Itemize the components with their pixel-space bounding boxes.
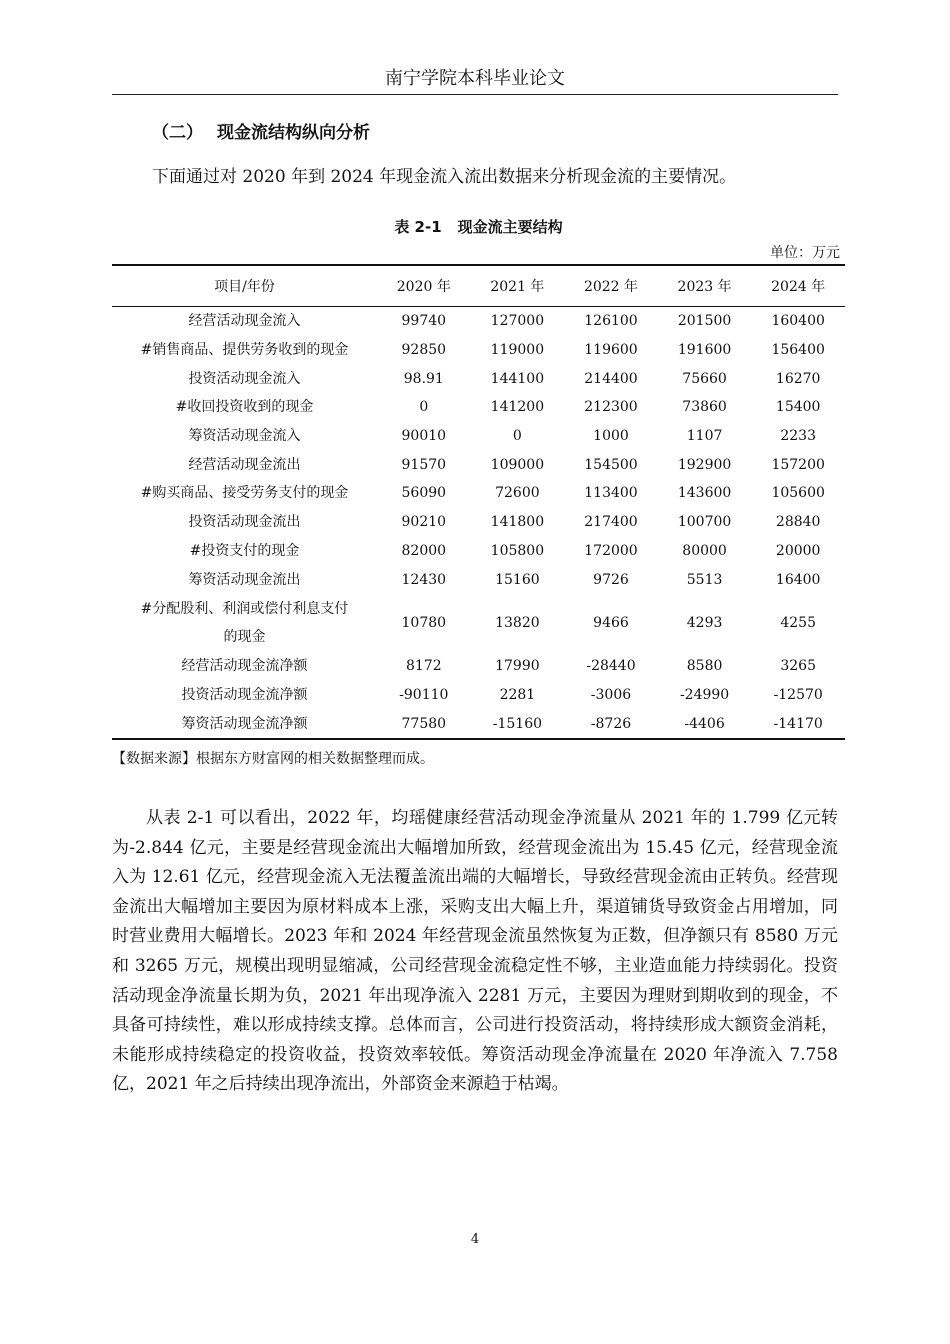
- value-cell: 56090: [401, 485, 447, 502]
- value-cell: 217400: [584, 514, 638, 531]
- value-cell: 143600: [677, 485, 732, 502]
- table-row: [112, 681, 845, 710]
- row-label-line: 的现金: [223, 628, 266, 645]
- table-row: [112, 479, 845, 508]
- value-cell: 126100: [584, 313, 638, 330]
- value-cell: 73860: [682, 399, 727, 416]
- table-row: [112, 450, 845, 479]
- value-cell: -3006: [590, 686, 632, 703]
- value-cell: -24990: [679, 686, 730, 703]
- value-cell: 141200: [490, 399, 545, 416]
- value-cell: 191600: [677, 342, 732, 359]
- value-cell: -90110: [399, 686, 449, 703]
- header-cell: 2021 年: [490, 279, 545, 295]
- section-number: （二）: [152, 123, 203, 143]
- value-cell: 127000: [490, 313, 545, 330]
- table-row: [112, 652, 845, 681]
- value-cell: 2233: [780, 428, 816, 445]
- value-cell: -28440: [586, 658, 636, 675]
- value-cell: 2281: [499, 686, 536, 703]
- value-cell: 119600: [584, 342, 638, 359]
- page-number: 4: [470, 1232, 480, 1247]
- value-cell: 156400: [771, 342, 825, 359]
- value-cell: 28840: [775, 514, 821, 531]
- intro-paragraph: 下面通过对 2020 年到 2024 年现金流入流出数据来分析现金流的主要情况。: [152, 167, 737, 187]
- value-cell: 9726: [593, 571, 629, 588]
- table-row: [112, 393, 845, 422]
- table-row: [112, 508, 845, 537]
- table-number: 表 2-1: [394, 218, 442, 236]
- value-cell: 9466: [593, 614, 629, 631]
- value-cell: 75660: [682, 370, 727, 387]
- value-cell: 15400: [775, 399, 821, 416]
- table-row: [112, 709, 845, 739]
- value-cell: 90210: [401, 514, 447, 531]
- value-cell: -14170: [773, 715, 823, 732]
- section-title: 现金流结构纵向分析: [217, 123, 370, 143]
- running-header: [112, 64, 838, 95]
- value-cell: 192900: [677, 456, 732, 473]
- value-cell: 17990: [495, 658, 540, 675]
- row-label: [112, 594, 377, 652]
- row-label: 筹资活动现金流入: [188, 428, 301, 445]
- header-cell: 2023 年: [677, 279, 732, 295]
- thesis-header-title: 南宁学院本科毕业论文: [385, 68, 565, 89]
- table-row: [112, 336, 845, 365]
- value-cell: 109000: [490, 456, 545, 473]
- row-label: 筹资活动现金流净额: [181, 715, 308, 732]
- row-label: 投资活动现金流入: [188, 370, 301, 387]
- value-cell: 15160: [495, 571, 540, 588]
- row-label: 投资活动现金流出: [188, 514, 301, 531]
- row-label: #购买商品、接受劳务支付的现金: [140, 485, 349, 502]
- value-cell: 10780: [401, 614, 447, 631]
- value-cell: -15160: [492, 715, 543, 732]
- row-label: #收回投资收到的现金: [175, 399, 314, 416]
- value-cell: -4406: [684, 715, 725, 732]
- value-cell: 20000: [775, 542, 821, 559]
- value-cell: -8726: [590, 715, 632, 732]
- value-cell: 154500: [584, 456, 638, 473]
- value-cell: 141800: [490, 514, 545, 531]
- value-cell: -12570: [773, 686, 823, 703]
- row-label: 经营活动现金流入: [188, 313, 301, 330]
- value-cell: 82000: [401, 542, 447, 559]
- value-cell: 90010: [401, 428, 447, 445]
- table-row: [112, 422, 845, 451]
- row-label: #投资支付的现金: [189, 542, 300, 559]
- row-label: 筹资活动现金流出: [188, 571, 301, 588]
- table-caption: [112, 216, 845, 237]
- analysis-text: 从表 2-1 可以看出，2022 年，均瑶健康经营活动现金净流量从 2021 年的 1.799 亿元转为-2.844 亿元，主要是经营现金流出大幅增加所致，经营现金流出为 15.45 亿元，经营现金流入为 12.61 亿元，经营现金流入无法覆盖流出端的大幅增长，导致经营现金流由正转负。经营现金流出大幅增加主要因为原材料成本上涨，采购支出大幅上升，渠道铺货导致资金占用增加，同时营业费用大幅增长。2023 年和 2024 年经营现金流虽然恢复为正数，但净额只有 8580 万元和 3265 万元，规模出现明显缩减，公司经营现金流稳定性不够，主业造血能力持续弱化。投资活动现金净流量长期为负，2021 年出现净流入 2281 万元，主要因为理财到期收到的现金，不具备可持续性，难以形成持续支撑。总体而言，公司进行投资活动，将持续形成大额资金消耗，未能形成持续稳定的投资收益，投资效率较低。筹资活动现金净流量在 2020 年净流入 7.758 亿，2021 年之后持续出现净流出，外部资金来源趋于枯竭。: [112, 808, 838, 1095]
- value-cell: 92850: [401, 342, 447, 359]
- value-cell: 77580: [401, 715, 447, 732]
- value-cell: 5513: [686, 571, 723, 588]
- table-row: [112, 594, 845, 652]
- header-cell: 项目/年份: [214, 279, 275, 295]
- value-cell: 160400: [771, 313, 825, 330]
- row-label: 投资活动现金流净额: [181, 686, 308, 703]
- data-source-note: 【数据来源】根据东方财富网的相关数据整理而成。: [112, 751, 434, 767]
- value-cell: 91570: [401, 456, 447, 473]
- table-unit: 单位：万元: [770, 245, 840, 261]
- value-cell: 212300: [584, 399, 638, 416]
- cash-flow-table: [112, 264, 845, 740]
- table-row: [112, 565, 845, 594]
- value-cell: 113400: [584, 485, 638, 502]
- value-cell: 119000: [490, 342, 545, 359]
- row-label: #销售商品、提供劳务收到的现金: [140, 342, 349, 359]
- value-cell: 72600: [495, 485, 540, 502]
- value-cell: 0: [512, 428, 522, 445]
- value-cell: 4293: [686, 614, 723, 631]
- table-title: 现金流主要结构: [457, 218, 563, 236]
- value-cell: 16270: [775, 370, 821, 387]
- row-label: 经营活动现金流出: [188, 456, 301, 473]
- value-cell: 13820: [495, 614, 540, 631]
- value-cell: 100700: [677, 514, 732, 531]
- value-cell: 8172: [405, 658, 442, 675]
- value-cell: 201500: [677, 313, 732, 330]
- value-cell: 80000: [682, 542, 727, 559]
- value-cell: 0: [419, 399, 429, 416]
- table-header-row: [112, 265, 845, 307]
- value-cell: 105600: [771, 485, 825, 502]
- value-cell: 4255: [780, 614, 816, 631]
- value-cell: 12430: [401, 571, 447, 588]
- value-cell: 1107: [686, 428, 723, 445]
- table-row: [112, 364, 845, 393]
- analysis-paragraph: [112, 804, 838, 1100]
- header-cell: 2020 年: [396, 279, 451, 295]
- value-cell: 98.91: [403, 370, 444, 387]
- row-label-line: #分配股利、利润或偿付利息支付: [140, 600, 349, 617]
- value-cell: 8580: [686, 658, 723, 675]
- header-cell: 2024 年: [771, 279, 826, 295]
- value-cell: 99740: [401, 313, 447, 330]
- value-cell: 105800: [490, 542, 545, 559]
- value-cell: 3265: [780, 658, 816, 675]
- value-cell: 172000: [584, 542, 638, 559]
- header-cell: 2022 年: [583, 279, 639, 295]
- value-cell: 157200: [771, 456, 825, 473]
- table-row: [112, 537, 845, 566]
- row-label: 经营活动现金流净额: [181, 658, 308, 675]
- table-row: [112, 307, 845, 336]
- value-cell: 214400: [584, 370, 638, 387]
- value-cell: 144100: [490, 370, 545, 387]
- section-heading: [152, 118, 370, 143]
- value-cell: 16400: [775, 571, 821, 588]
- value-cell: 1000: [593, 428, 629, 445]
